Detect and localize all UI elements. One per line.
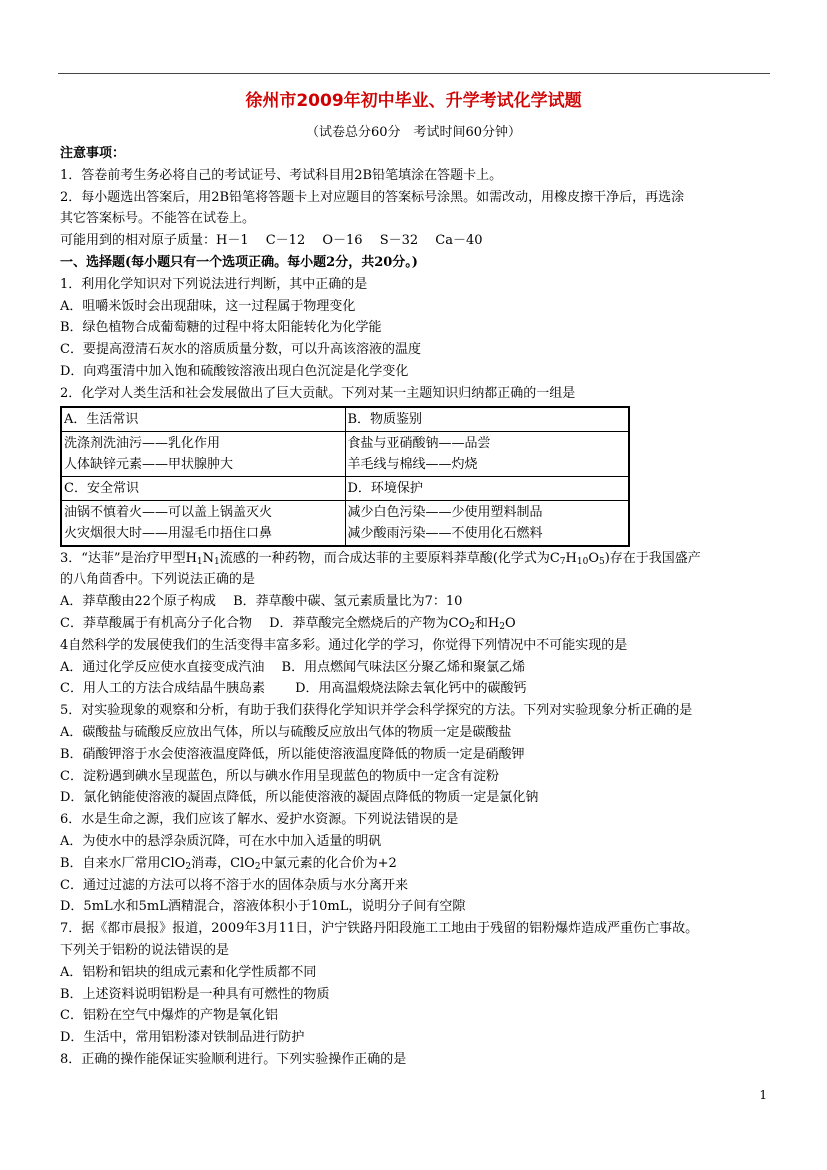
q3-option-b: B．莽草酸中碳、氢元素质量比为7：10 — [233, 594, 463, 610]
q3-option-d: D．莽草酸完全燃烧后的产物为$CO_2$和$H_2O$ — [269, 615, 516, 632]
q4-option-b: B．用点燃闻气味法区分聚乙烯和聚氯乙烯 — [281, 659, 526, 675]
q5-option-c: C．淀粉遇到碘水呈现蓝色，所以与碘水作用呈现蓝色的物质中一定含有淀粉 — [60, 768, 499, 784]
q1-option-b: B．绿色植物合成葡萄糖的过程中将太阳能转化为化学能 — [60, 320, 382, 336]
question-7-continued: 下列关于铝粉的说法错误的是 — [60, 942, 230, 958]
q1-option-d: D．向鸡蛋清中加入饱和硫酸铵溶液出现白色沉淀是化学变化 — [60, 363, 409, 379]
table-head-b: B．物质鉴别 — [345, 407, 629, 432]
q3-options-cd — [60, 613, 772, 635]
q7-option-b: B．上述资料说明铝粉是一种具有可燃性的物质 — [60, 986, 330, 1002]
q1-option-c: C．要提高澄清石灰水的溶质质量分数，可以升高该溶液的温度 — [60, 342, 421, 358]
page-title: 徐州市2009年初中毕业、升学考试化学试题 — [245, 91, 582, 111]
cell-d-line-1: 减少白色污染——少使用塑料制品 — [347, 504, 543, 520]
q7-option-c: C．铝粉在空气中爆炸的产物是氧化铝 — [60, 1008, 278, 1024]
table-cell-a — [61, 431, 345, 476]
q4-options-cd — [60, 678, 772, 700]
q5-option-a: A．碳酸盐与硫酸反应放出气体，所以与硫酸反应放出气体的物质一定是碳酸盐 — [60, 724, 512, 740]
question-2: 2．化学对人类生活和社会发展做出了巨大贡献。下列对某一主题知识归纳都正确的一组是 — [60, 385, 576, 401]
table-cell-b — [345, 431, 629, 476]
question-7: 7．据《都市晨报》报道，2009年3月11日，沪宁铁路丹阳段施工工地由于残留的铝粉爆炸造成严重伤亡事故。 — [60, 921, 699, 937]
note-2: 2．每小题选出答案后，用2B铅笔将答题卡上对应题目的答案标号涂黑。如需改动，用橡皮擦干净后，再选涂 — [60, 189, 685, 205]
note-2-continued: 其它答案标号。不能答在试卷上。 — [60, 211, 256, 227]
question-3-continued: 的八角茴香中。下列说法正确的是 — [60, 572, 256, 588]
table-head-c: C．安全常识 — [61, 476, 345, 500]
q3-options-ab — [60, 591, 772, 613]
q4-option-a: A．通过化学反应使水直接变成汽油 — [60, 659, 265, 675]
cell-d-line-2: 减少酸雨污染——不使用化石燃料 — [347, 525, 543, 541]
q4-option-c: C．用人工的方法合成结晶牛胰岛素 — [60, 681, 265, 697]
cell-b-line-1: 食盐与亚硝酸钠——品尝 — [347, 435, 491, 451]
q4-options-ab — [60, 657, 772, 679]
cell-c-line-2: 火灾烟很大时——用湿毛巾捂住口鼻 — [64, 525, 273, 541]
question-8: 8．正确的操作能保证实验顺利进行。下列实验操作正确的是 — [60, 1051, 407, 1067]
table-cell-d — [345, 500, 629, 546]
q6-option-d: D．5mL水和5mL酒精混合，溶液体积小于10mL，说明分子间有空隙 — [60, 899, 466, 915]
exam-info: （试卷总分60分 考试时间60分钟） — [305, 125, 522, 140]
question-4: 4自然科学的发展使我们的生活变得丰富多彩。通过化学的学习，你觉得下列情况中不可能实现的是 — [60, 637, 628, 653]
question-5: 5．对实验现象的观察和分析，有助于我们获得化学知识并学会科学探究的方法。下列对实验现象分析正确的是 — [60, 703, 693, 719]
page-number: 1 — [759, 1088, 767, 1102]
question-1: 1．利用化学知识对下列说法进行判断，其中正确的是 — [60, 276, 368, 292]
exam-body — [60, 143, 772, 1071]
question-3: 3．“达菲”是治疗甲型$H_1N_1$流感的一种药物，而合成达菲的主要原料莽草酸(化学式为$C_7H_{10}O_5$)存在于我国盛产 — [60, 550, 701, 567]
section-heading: 一、选择题(每小题只有一个选项正确。每小题2分，共20分。) — [60, 254, 418, 270]
q6-option-b: B．自来水厂常用ClO$_2$消毒，ClO$_2$中氯元素的化合价为+2 — [60, 855, 397, 872]
q4-option-d: D．用高温煅烧法除去氧化钙中的碳酸钙 — [295, 681, 527, 697]
question-6: 6．水是生命之源，我们应该了解水、爱护水资源。下列说法错误的是 — [60, 812, 459, 828]
q5-option-b: B．硝酸钾溶于水会使溶液温度降低，所以能使溶液温度降低的物质一定是硝酸钾 — [60, 746, 525, 762]
cell-b-line-2: 羊毛线与棉线——灼烧 — [347, 456, 478, 472]
atomic-masses: 可能用到的相对原子质量：H－1 C－12 O－16 S－32 Ca－40 — [60, 233, 483, 249]
q6-option-c: C．通过过滤的方法可以将不溶于水的固体杂质与水分离开来 — [60, 877, 408, 893]
cell-a-line-1: 洗涤剂洗油污——乳化作用 — [64, 435, 221, 451]
cell-c-line-1: 油锅不慎着火——可以盖上锅盖灭火 — [64, 504, 273, 520]
cell-a-line-2: 人体缺锌元素——甲状腺肿大 — [64, 456, 234, 472]
table-head-d: D．环境保护 — [345, 476, 629, 500]
table-head-a: A．生活常识 — [61, 407, 345, 432]
table-cell-c — [61, 500, 345, 546]
q3-option-a: A．莽草酸由22个原子构成 — [60, 594, 216, 610]
q7-option-a: A．铝粉和铝块的组成元素和化学性质都不同 — [60, 964, 317, 980]
header-rule — [58, 73, 770, 74]
q7-option-d: D．生活中，常用铝粉漆对铁制品进行防护 — [60, 1030, 305, 1046]
notes-heading: 注意事项： — [60, 146, 126, 161]
q3-option-c: C．莽草酸属于有机高分子化合物 — [60, 615, 252, 631]
q1-option-a: A．咀嚼米饭时会出现甜味，这一过程属于物理变化 — [60, 298, 356, 314]
note-1: 1．答卷前考生务必将自己的考试证号、考试科目用2B铅笔填涂在答题卡上。 — [60, 167, 503, 183]
knowledge-table — [60, 406, 630, 547]
q5-option-d: D．氯化钠能使溶液的凝固点降低，所以能使溶液的凝固点降低的物质一定是氯化钠 — [60, 790, 539, 806]
q6-option-a: A．为使水中的悬浮杂质沉降，可在水中加入适量的明矾 — [60, 833, 382, 849]
